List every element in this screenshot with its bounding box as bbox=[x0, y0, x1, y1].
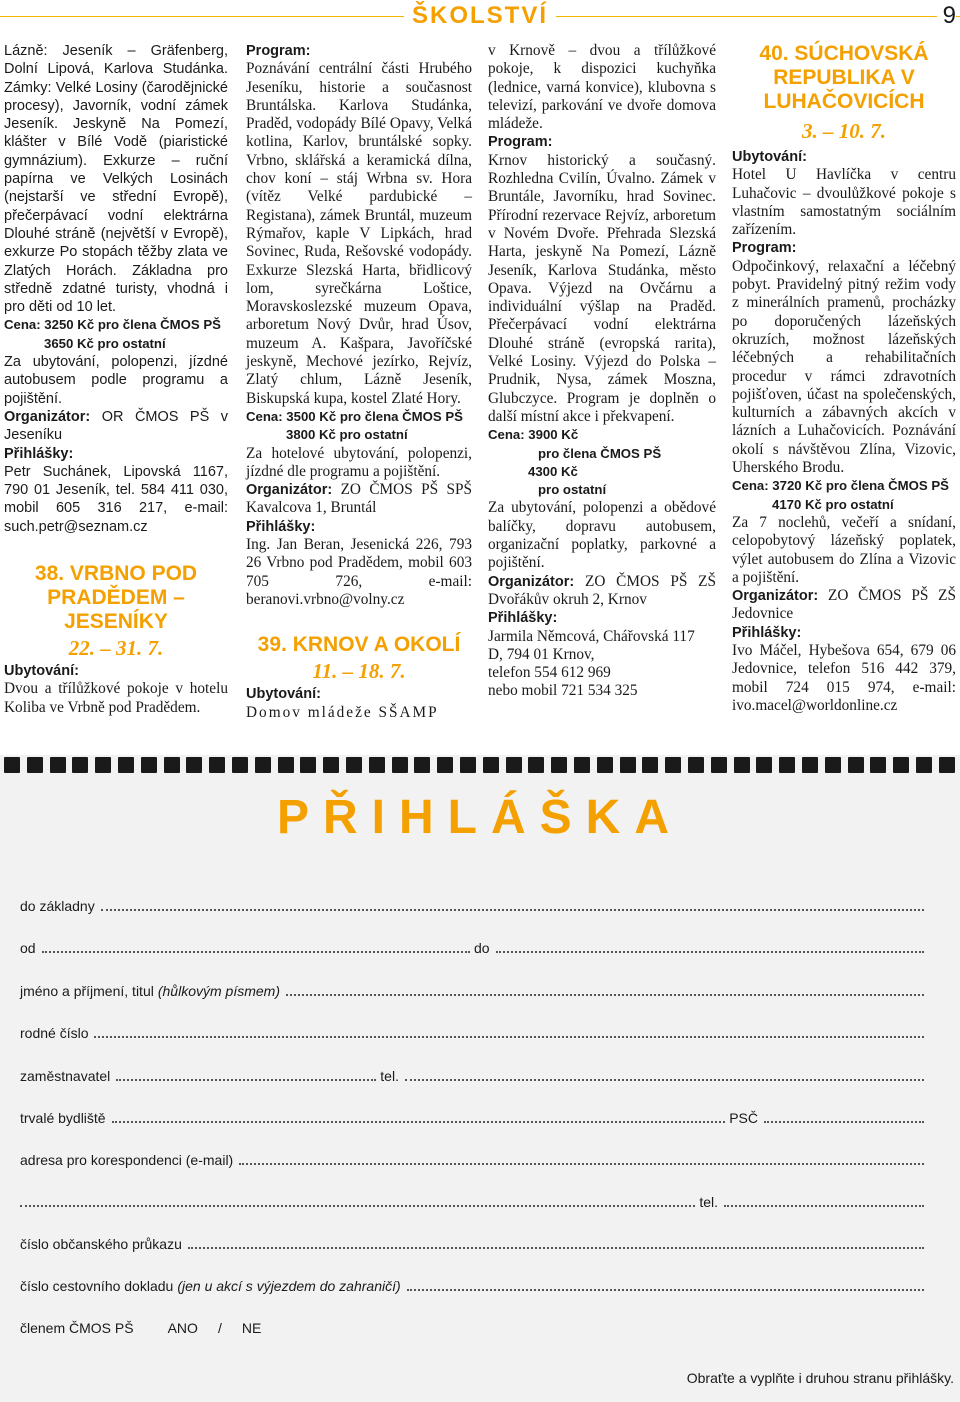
col2-organizer: Organizátor: ZO ČMOS PŠ SPŠ Kavalcova 1, Bruntál bbox=[246, 481, 472, 517]
col3-reg-4: nebo mobil 721 534 325 bbox=[488, 682, 638, 700]
col1-acc-label: Ubytování: bbox=[4, 663, 79, 680]
perforation-mark bbox=[414, 757, 430, 773]
col1-reg-label: Přihlášky: bbox=[4, 445, 74, 462]
perforation-mark bbox=[392, 757, 408, 773]
section-title: ŠKOLSTVÍ bbox=[404, 2, 556, 29]
perforation-mark bbox=[734, 757, 750, 773]
col2-prog-label: Program: bbox=[246, 43, 311, 59]
perforation-mark bbox=[164, 757, 180, 773]
col3-price-note: Za ubytování, polopenzi a obědové balíčky, dopravu autobusem, organizační poplatky, parkovné a pojištění. bbox=[488, 499, 716, 572]
perforation-mark bbox=[642, 757, 658, 773]
col4-prog-label: Program: bbox=[732, 240, 797, 257]
perforation-mark bbox=[141, 757, 157, 773]
field-cestovni-doklad[interactable]: číslo cestovního dokladu (jen u akcí s výjezdem do zahraničí) bbox=[20, 1278, 928, 1294]
perforation-mark bbox=[802, 757, 818, 773]
page-header bbox=[0, 0, 960, 32]
col3-reg-label: Přihlášky: bbox=[488, 610, 558, 627]
col3-reg-3: telefon 554 612 969 bbox=[488, 664, 611, 682]
perforation-mark bbox=[27, 757, 43, 773]
col4-price-note: Za 7 noclehů, večeří a snídaní, celopobytový lázeňský poplatek, výlet autobusem do Zlína a Vizovic a pojištění. bbox=[732, 513, 956, 586]
field-bydliste[interactable]: trvalé bydliště PSČ bbox=[20, 1110, 928, 1126]
col3-price-2: pro člena ČMOS PŠ bbox=[538, 445, 662, 461]
perforation-mark bbox=[72, 757, 88, 773]
field-zamestnavatel[interactable]: zaměstnavatel tel. bbox=[20, 1068, 928, 1084]
field-adresa-tel[interactable]: tel. bbox=[20, 1194, 928, 1210]
form-footer-note: Obraťte a vyplňte i druhou stranu přihlášky. bbox=[686, 1370, 954, 1386]
perforation-mark bbox=[369, 757, 385, 773]
col3-prog-label: Program: bbox=[488, 134, 553, 151]
field-adresa[interactable]: adresa pro korespondenci (e-mail) bbox=[20, 1152, 928, 1168]
perforation-mark bbox=[825, 757, 841, 773]
col4-acc-label: Ubytování: bbox=[732, 149, 807, 165]
col2-registration: Ing. Jan Beran, Jesenická 226, 793 26 Vrbno pod Pradědem, mobil 603 705 726, e-mail: beranovi.vrbno@volny.cz bbox=[246, 536, 472, 608]
col4-program: Odpočinkový, relaxační a léčebný pobyt. Pravidelný pitný režim vody z minerálních pramenů, procházky po doporučených lázeňských okruzích, možnost lázeňských léčebných a rehabilitačních procedur v rámci zdravotních pojišťoven, účast na společenských, kulturních a zábavných akcích v lázních a Luhačovicích. Poznávání okolí s návštěvou Zlína, Vizovic, Uherského Brodu. bbox=[732, 257, 956, 477]
col2-reg-label: Přihlášky: bbox=[246, 518, 316, 535]
perforation-mark bbox=[437, 757, 453, 773]
col3-reg-2: D, 794 01 Krnov, bbox=[488, 645, 595, 663]
col3-reg-1: Jarmila Němcová, Chářovská 117 bbox=[488, 627, 695, 645]
col1-organizer: Organizátor: OR ČMOS PŠ v Jeseníku bbox=[4, 408, 229, 444]
col4-price-other: 4170 Kč pro ostatní bbox=[772, 496, 894, 512]
sec38-title: 38. VRBNO POD PRADĚDEM – JESENÍKY bbox=[34, 562, 198, 634]
perforation-mark bbox=[209, 757, 225, 773]
col2-price-other: 3800 Kč pro ostatní bbox=[286, 427, 408, 443]
column-4 bbox=[732, 42, 956, 715]
perforation-mark bbox=[893, 757, 909, 773]
col3-price-1: Cena: 3900 Kč bbox=[488, 427, 579, 443]
col4-reg-label: Přihlášky: bbox=[732, 624, 802, 641]
col2-program: Poznávání centrální části Hrubého Jeseníku, historie a současnost Bruntálska. Karlova Studánka, Praděd, vodopády Bílé Opavy, Velká kotlina, Karlov, bruntálské sopky. Vrbno, sklářská a keramická dílna, chov koní – stáj Wrbna sv. Hora (vítěz Velké pardubické – Registana), zámek Bruntál, muzeum Rýmařov, kaple V Lipkách, hrad Sovinec, Ruda, Rešovské vodopády. Exkurze Slezská Harta, břidlicový lom, syrečkárna Loštice, Moravskoslezské muzeum Opava, arboretum Nový Dvůr, hrad Úsov, muzeum A. Kašpara, Javoříčské jeskyně, Mechové jezírko, Rejvíz, Zlatý chlum, Lázně Jeseník, Biskupská kupa, kostel Zlaté Hory. bbox=[246, 60, 472, 407]
col3-price-4: pro ostatní bbox=[538, 482, 607, 498]
perforation-mark bbox=[95, 757, 111, 773]
field-clenem: členem ČMOS PŠ ANO / NE bbox=[20, 1320, 262, 1336]
col4-price-member: Cena: 3720 Kč pro člena ČMOS PŠ bbox=[732, 478, 949, 494]
choice-ne[interactable]: NE bbox=[241, 1320, 262, 1336]
sec38-date: 22. – 31. 7. bbox=[68, 636, 164, 661]
perforation-mark bbox=[597, 757, 613, 773]
col2-acc-label: Ubytování: bbox=[246, 686, 321, 703]
col4-accommodation: Hotel U Havlíčka v centru Luhačovic – dvoulůžkové pokoje s vlastním samostatným sociálním zařízením. bbox=[732, 166, 956, 239]
sec40-title: 40. SÚCHOVSKÁ REPUBLIKA V LUHAČOVICÍCH bbox=[759, 42, 929, 113]
col3-organizer: Organizátor: ZO ČMOS PŠ ZŠ Dvořákův okruh 2, Krnov bbox=[488, 572, 716, 608]
choice-separator: / bbox=[217, 1320, 222, 1336]
perforation-mark bbox=[756, 757, 772, 773]
perforation-mark bbox=[186, 757, 202, 773]
sec39-title: 39. KRNOV A OKOLÍ bbox=[257, 633, 461, 657]
field-zakladny[interactable]: do základny bbox=[20, 898, 928, 914]
column-1 bbox=[4, 42, 228, 717]
choice-ano[interactable]: ANO bbox=[167, 1320, 198, 1336]
perforation-mark bbox=[300, 757, 316, 773]
col1-accommodation: Dvou a třílůžkové pokoje v hotelu Koliba ve Vrbně pod Pradědem. bbox=[4, 680, 228, 716]
col1-price-other: 3650 Kč pro ostatní bbox=[44, 335, 166, 351]
sec39-date: 11. – 18. 7. bbox=[312, 659, 406, 684]
col1-price-note: Za ubytování, polopenzi, jízdné autobusem podle programu a pojištění. bbox=[4, 354, 228, 407]
perforation-mark bbox=[848, 757, 864, 773]
perforation-mark bbox=[460, 757, 476, 773]
perforation-mark bbox=[620, 757, 636, 773]
col1-registration: Petr Suchánek, Lipovská 1167, 790 01 Jeseník, tel. 584 411 030, mobil 605 316 217, e-mail: such.petr@seznam.cz bbox=[4, 463, 228, 535]
field-od-do[interactable]: od do bbox=[20, 940, 928, 956]
perforation-mark bbox=[688, 757, 704, 773]
sec40-date: 3. – 10. 7. bbox=[802, 119, 886, 143]
perforation-mark bbox=[870, 757, 886, 773]
col2-price-member: Cena: 3500 Kč pro člena ČMOS PŠ bbox=[246, 408, 463, 424]
field-rodne-cislo[interactable]: rodné číslo bbox=[20, 1025, 928, 1041]
perforation-mark bbox=[711, 757, 727, 773]
perforation-mark bbox=[118, 757, 134, 773]
col2-price-note: Za hotelové ubytování, polopenzi, jízdné dle programu a pojištění. bbox=[246, 444, 472, 480]
perforation-mark bbox=[483, 757, 499, 773]
perforation-mark bbox=[50, 757, 66, 773]
col3-price-3: 4300 Kč bbox=[528, 463, 578, 479]
perforation-mark bbox=[665, 757, 681, 773]
perforation-mark bbox=[278, 757, 294, 773]
column-2 bbox=[246, 42, 472, 722]
perforation-mark bbox=[346, 757, 362, 773]
column-3 bbox=[488, 42, 716, 701]
page-number: 9 bbox=[937, 2, 956, 30]
perforation-mark bbox=[232, 757, 248, 773]
col3-intro: v Krnově – dvou a třílůžkové pokoje, k dispozici kuchyňka (lednice, varná konvice), klubovna s televizí, parkování ve dvoře domova mládeže. bbox=[488, 42, 716, 133]
perforation-mark bbox=[506, 757, 522, 773]
field-obcansky[interactable]: číslo občanského průkazu bbox=[20, 1236, 928, 1252]
field-jmeno[interactable]: jméno a příjmení, titul (hůlkovým písmem) bbox=[20, 983, 928, 999]
col1-intro: Lázně: Jeseník – Gräfenberg, Dolní Lipová, Karlova Studánka. Zámky: Velké Losiny (čarodějnické procesy), Javorník, vodní zámek Jeseník. Jeskyně Na Pomezí, klášter v Bílé Vodě (piaristické gymnázium). Exkurze – ruční papírna ve Velkých Losinách (nejstarší ve střední Evropě), přečerpávací vodní elektrárna Dlouhé stráně (největší v Evropě), exkurze Po stopách těžby zlata ve Zlatých Horách. Základna pro středně zdatné turisty, vhodná i pro děti od 10 let. bbox=[4, 43, 228, 316]
col3-program: Krnov historický a současný. Rozhledna Cvilín, Úvalno. Zámek v Bruntále, Javorníku, hrad Sovinec. Přírodní rezervace Rejvíz, arboretum v Novém Dvoře. Přehrada Slezská Harta, jeskyně Na Pomezí, Lázně Jeseník, Karlova Studánka, město Opava. Výjezd na Ovčárnu a individuální výšlap na Praděd. Přečerpávací vodní elektrárna Dlouhé stráně (evropská rarita), Velké Losiny. Výjezd do Polska – Prudnik, Nysa, zámek Moszna, Glubczyce. Program je doplněn o další místní akce i překvapení. bbox=[488, 151, 716, 425]
col1-price-member: Cena: 3250 Kč pro člena ČMOS PŠ bbox=[4, 317, 221, 333]
perforation-strip bbox=[0, 757, 960, 773]
perforation-mark bbox=[551, 757, 567, 773]
perforation-mark bbox=[916, 757, 932, 773]
perforation-mark bbox=[323, 757, 339, 773]
col4-registration: Ivo Máčel, Hybešova 654, 679 06 Jedovnice, telefon 516 442 379, mobil 724 015 974, e-mail: ivo.macel@worldonline.cz bbox=[732, 642, 956, 714]
perforation-mark bbox=[255, 757, 271, 773]
perforation-mark bbox=[574, 757, 590, 773]
col2-accommodation: Domov mládeže SŠAMP bbox=[246, 703, 439, 721]
perforation-mark bbox=[4, 757, 20, 773]
form-title: PŘIHLÁŠKA bbox=[276, 791, 683, 844]
perforation-mark bbox=[939, 757, 955, 773]
perforation-mark bbox=[528, 757, 544, 773]
col4-organizer: Organizátor: ZO ČMOS PŠ ZŠ Jedovnice bbox=[732, 587, 956, 623]
perforation-mark bbox=[779, 757, 795, 773]
